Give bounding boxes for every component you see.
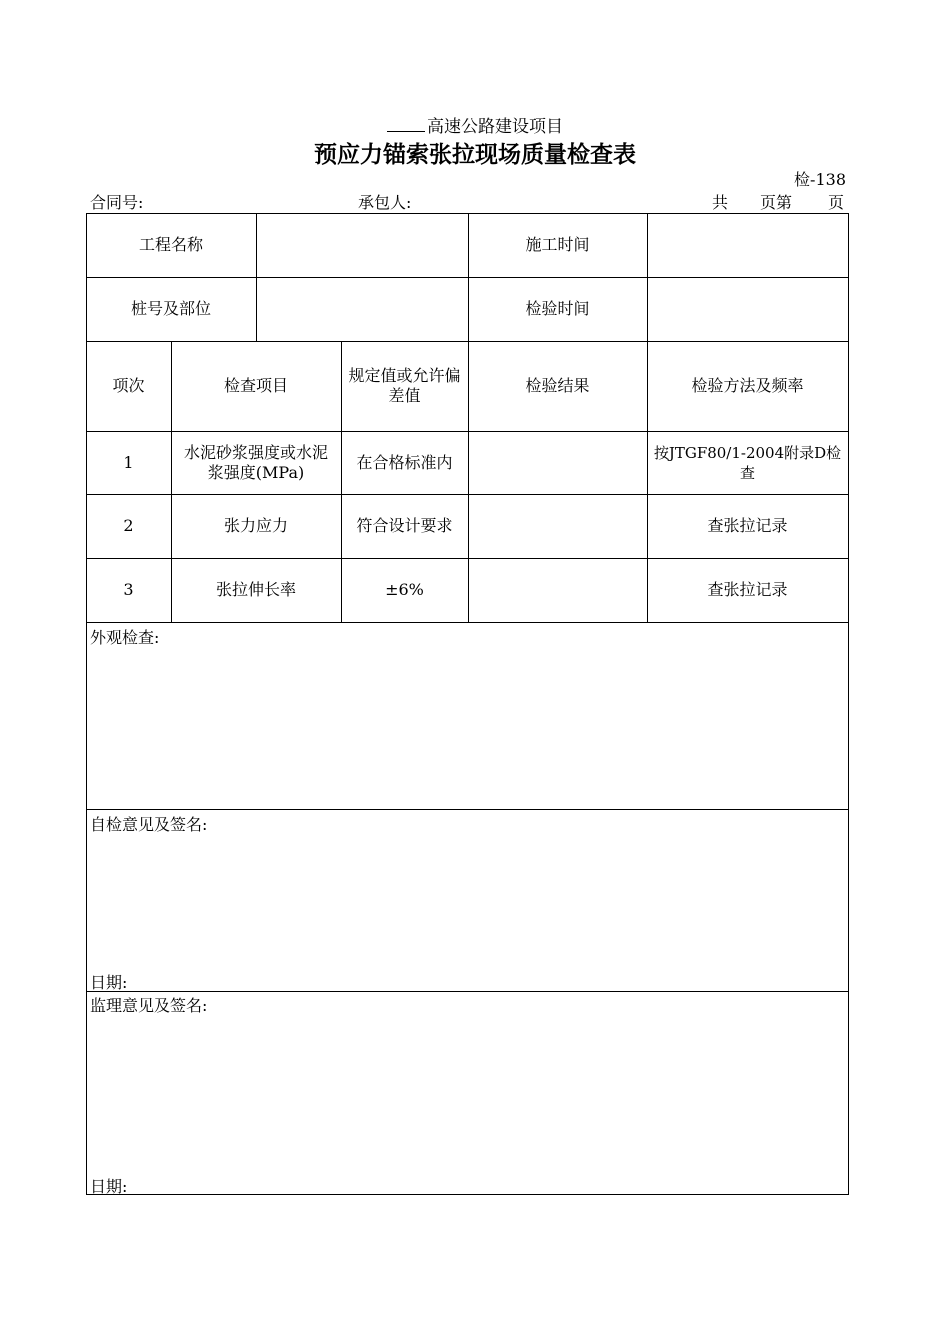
col-header-method: 检验方法及频率: [691, 376, 804, 395]
project-name-blank[interactable]: [387, 117, 425, 132]
self-check-field[interactable]: [87, 810, 847, 990]
supervisor-field[interactable]: [87, 992, 847, 1193]
row-3-result[interactable]: [468, 558, 647, 622]
grid-line: [86, 1194, 849, 1195]
project-name-field[interactable]: [256, 213, 468, 277]
row-1-spec: 在合格标准内: [356, 452, 453, 472]
form-title: 预应力锚索张拉现场质量检查表: [314, 141, 636, 168]
form-number: 检-138: [794, 170, 846, 189]
row-2-method: 查张拉记录: [707, 516, 788, 535]
col-header-item: 检查项目: [223, 376, 288, 395]
row-2-spec: 符合设计要求: [356, 516, 453, 535]
construction-time-label: 施工时间: [525, 235, 590, 254]
inspection-time-field[interactable]: [647, 277, 848, 341]
row-3-method: 查张拉记录: [707, 580, 788, 599]
station-field[interactable]: [256, 277, 468, 341]
col-header-no: 项次: [112, 376, 145, 395]
self-check-date-label: 日期:: [90, 973, 128, 992]
contractor-label: 承包人:: [358, 193, 412, 212]
page-mid-label: 页第: [760, 193, 793, 212]
supervisor-date-label: 日期:: [90, 1177, 128, 1196]
subtitle-text: 高速公路建设项目: [427, 117, 563, 137]
supervisor-label: 监理意见及签名:: [90, 996, 208, 1015]
row-1-method: 按JTGF80/1-2004附录D检查: [653, 443, 842, 482]
col-header-result: 检验结果: [525, 376, 590, 395]
appearance-field[interactable]: [87, 623, 847, 808]
row-2-item: 张力应力: [223, 516, 288, 535]
row-1-result[interactable]: [468, 431, 647, 494]
row-3-item: 张拉伸长率: [215, 580, 296, 599]
appearance-label: 外观检查:: [90, 628, 160, 647]
project-name-label: 工程名称: [138, 235, 203, 254]
construction-time-field[interactable]: [647, 213, 848, 277]
inspection-time-label: 检验时间: [525, 299, 590, 318]
row-3-spec: ±6%: [385, 580, 424, 599]
row-3-no: 3: [123, 580, 134, 599]
row-1-item: 水泥砂浆强度或水泥浆强度(MPa): [183, 442, 328, 482]
row-2-no: 2: [123, 516, 134, 535]
self-check-label: 自检意见及签名:: [90, 815, 208, 834]
grid-line: [848, 213, 849, 1195]
col-header-spec: 规定值或允许偏差值: [348, 366, 461, 405]
page-total-label: 共: [712, 193, 729, 212]
page-end-label: 页: [828, 193, 845, 212]
project-subtitle: [0, 112, 950, 137]
row-1-no: 1: [123, 452, 134, 472]
contract-label: 合同号:: [90, 193, 144, 212]
station-label: 桩号及部位: [130, 299, 211, 318]
row-2-result[interactable]: [468, 494, 647, 558]
